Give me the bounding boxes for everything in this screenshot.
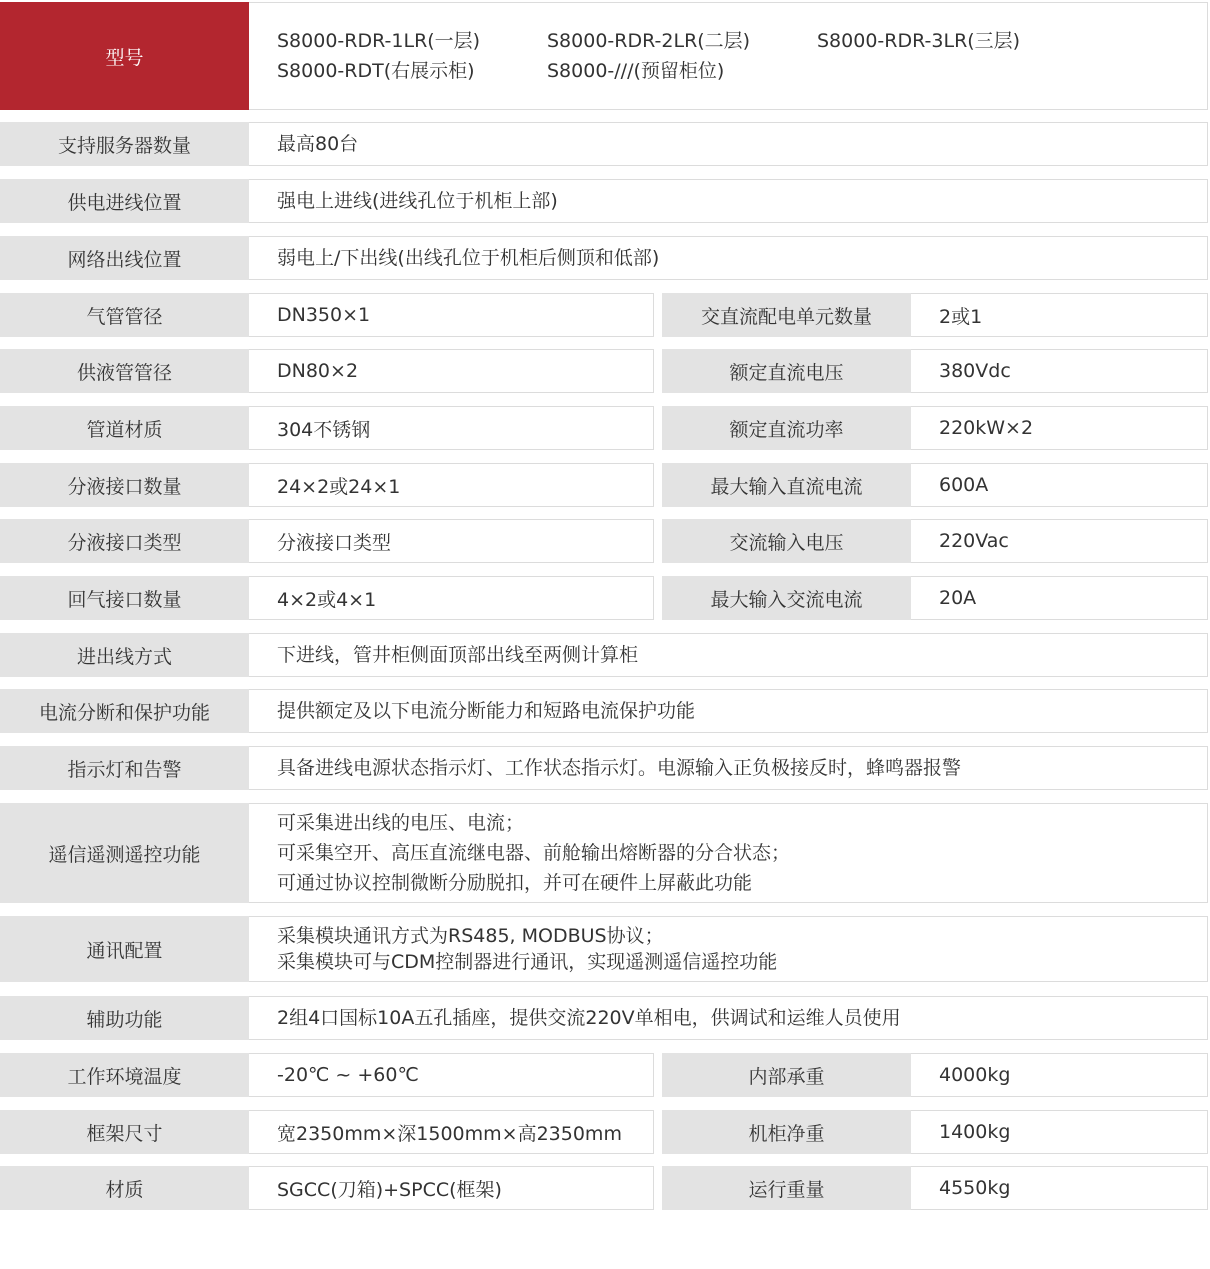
row-value: 分液接口类型: [249, 519, 654, 563]
row-value: 提供额定及以下电流分断能力和短路电流保护功能: [249, 689, 1208, 733]
row-value-2: 220kW×2: [911, 406, 1208, 450]
row-label-2: 额定直流功率: [662, 406, 911, 450]
row-value: SGCC(刀箱)+SPCC(框架): [249, 1166, 654, 1210]
row-value: DN350×1: [249, 293, 654, 337]
row-remote: [0, 803, 1208, 903]
row-dist-ports: [0, 463, 1208, 507]
row-label-2: 交流输入电压: [662, 519, 911, 563]
model-label: 型号: [0, 2, 249, 110]
row-label: 分液接口类型: [0, 519, 249, 563]
row-value-2: 4550kg: [911, 1166, 1208, 1210]
row-label: 遥信遥测遥控功能: [0, 803, 249, 903]
row-return-ports: [0, 576, 1208, 620]
row-aux: [0, 996, 1208, 1040]
model-item: S8000-RDR-3LR(三层): [817, 30, 1021, 52]
row-label-2: 运行重量: [662, 1166, 911, 1210]
row-label: 网络出线位置: [0, 236, 249, 280]
header-row: [0, 2, 1208, 110]
row-dist-type: [0, 519, 1208, 563]
row-value-2: 4000kg: [911, 1053, 1208, 1097]
row-value: 弱电上/下出线(出线孔位于机柜后侧顶和低部): [249, 236, 1208, 280]
row-comm: [0, 916, 1208, 982]
row-value: [249, 916, 1208, 982]
row-cabling: [0, 633, 1208, 677]
row-frame-size: [0, 1110, 1208, 1154]
row-value-2: 220Vac: [911, 519, 1208, 563]
row-value: 强电上进线(进线孔位于机柜上部): [249, 179, 1208, 223]
row-label-2: 额定直流电压: [662, 349, 911, 393]
row-label: 支持服务器数量: [0, 122, 249, 166]
row-servers: [0, 122, 1208, 166]
model-item: S8000-RDR-2LR(二层): [547, 30, 751, 52]
row-label: 进出线方式: [0, 633, 249, 677]
row-indicator: [0, 746, 1208, 790]
row-liquid-pipe: [0, 349, 1208, 393]
row-gas-pipe: [0, 293, 1208, 337]
row-value: DN80×2: [249, 349, 654, 393]
model-grid: [277, 26, 1087, 86]
value-line: 采集模块可与CDM控制器进行通讯，实现遥测遥信遥控功能: [277, 951, 778, 973]
row-material: [0, 1166, 1208, 1210]
row-label: 电流分断和保护功能: [0, 689, 249, 733]
row-breaking: [0, 689, 1208, 733]
model-item: S8000-RDT(右展示柜): [277, 60, 475, 82]
row-power-in: [0, 179, 1208, 223]
row-pipe-material: [0, 406, 1208, 450]
row-value: 最高80台: [249, 122, 1208, 166]
row-value: 4×2或4×1: [249, 576, 654, 620]
row-label: 管道材质: [0, 406, 249, 450]
row-value-2: 2或1: [911, 293, 1208, 337]
row-label: 供液管管径: [0, 349, 249, 393]
model-list: [249, 2, 1208, 110]
row-value-2: 600A: [911, 463, 1208, 507]
row-value: 具备进线电源状态指示灯、工作状态指示灯。电源输入正负极接反时，蜂鸣器报警: [249, 746, 1208, 790]
row-label-2: 内部承重: [662, 1053, 911, 1097]
row-label-2: 最大输入直流电流: [662, 463, 911, 507]
model-item: S8000-RDR-1LR(一层): [277, 30, 481, 52]
row-value: 2组4口国标10A五孔插座，提供交流220V单相电，供调试和运维人员使用: [249, 996, 1208, 1040]
model-item: S8000-///(预留柜位): [547, 60, 725, 82]
row-value: 宽2350mm×深1500mm×高2350mm: [249, 1110, 654, 1154]
row-label: 气管管径: [0, 293, 249, 337]
row-label: 材质: [0, 1166, 249, 1210]
value-line: 可采集进出线的电压、电流；: [277, 812, 525, 834]
value-line: 可采集空开、高压直流继电器、前舱输出熔断器的分合状态；: [277, 842, 791, 864]
row-label: 供电进线位置: [0, 179, 249, 223]
row-label-2: 最大输入交流电流: [662, 576, 911, 620]
row-label: 框架尺寸: [0, 1110, 249, 1154]
value-line: 采集模块通讯方式为RS485, MODBUS协议；: [277, 925, 664, 947]
row-value-2: 20A: [911, 576, 1208, 620]
row-value: 304不锈钢: [249, 406, 654, 450]
row-label: 指示灯和告警: [0, 746, 249, 790]
row-label: 通讯配置: [0, 916, 249, 982]
row-label-2: 机柜净重: [662, 1110, 911, 1154]
row-value: -20℃ ~ +60℃: [249, 1053, 654, 1097]
value-line: 可通过协议控制微断分励脱扣，并可在硬件上屏蔽此功能: [277, 872, 753, 894]
row-value-2: 380Vdc: [911, 349, 1208, 393]
row-label: 回气接口数量: [0, 576, 249, 620]
row-value: [249, 803, 1208, 903]
row-label: 辅助功能: [0, 996, 249, 1040]
row-env-temp: [0, 1053, 1208, 1097]
row-value: 下进线，管井柜侧面顶部出线至两侧计算柜: [249, 633, 1208, 677]
row-network-out: [0, 236, 1208, 280]
row-value: 24×2或24×1: [249, 463, 654, 507]
row-label: 工作环境温度: [0, 1053, 249, 1097]
row-value-2: 1400kg: [911, 1110, 1208, 1154]
row-label: 分液接口数量: [0, 463, 249, 507]
row-label-2: 交直流配电单元数量: [662, 293, 911, 337]
